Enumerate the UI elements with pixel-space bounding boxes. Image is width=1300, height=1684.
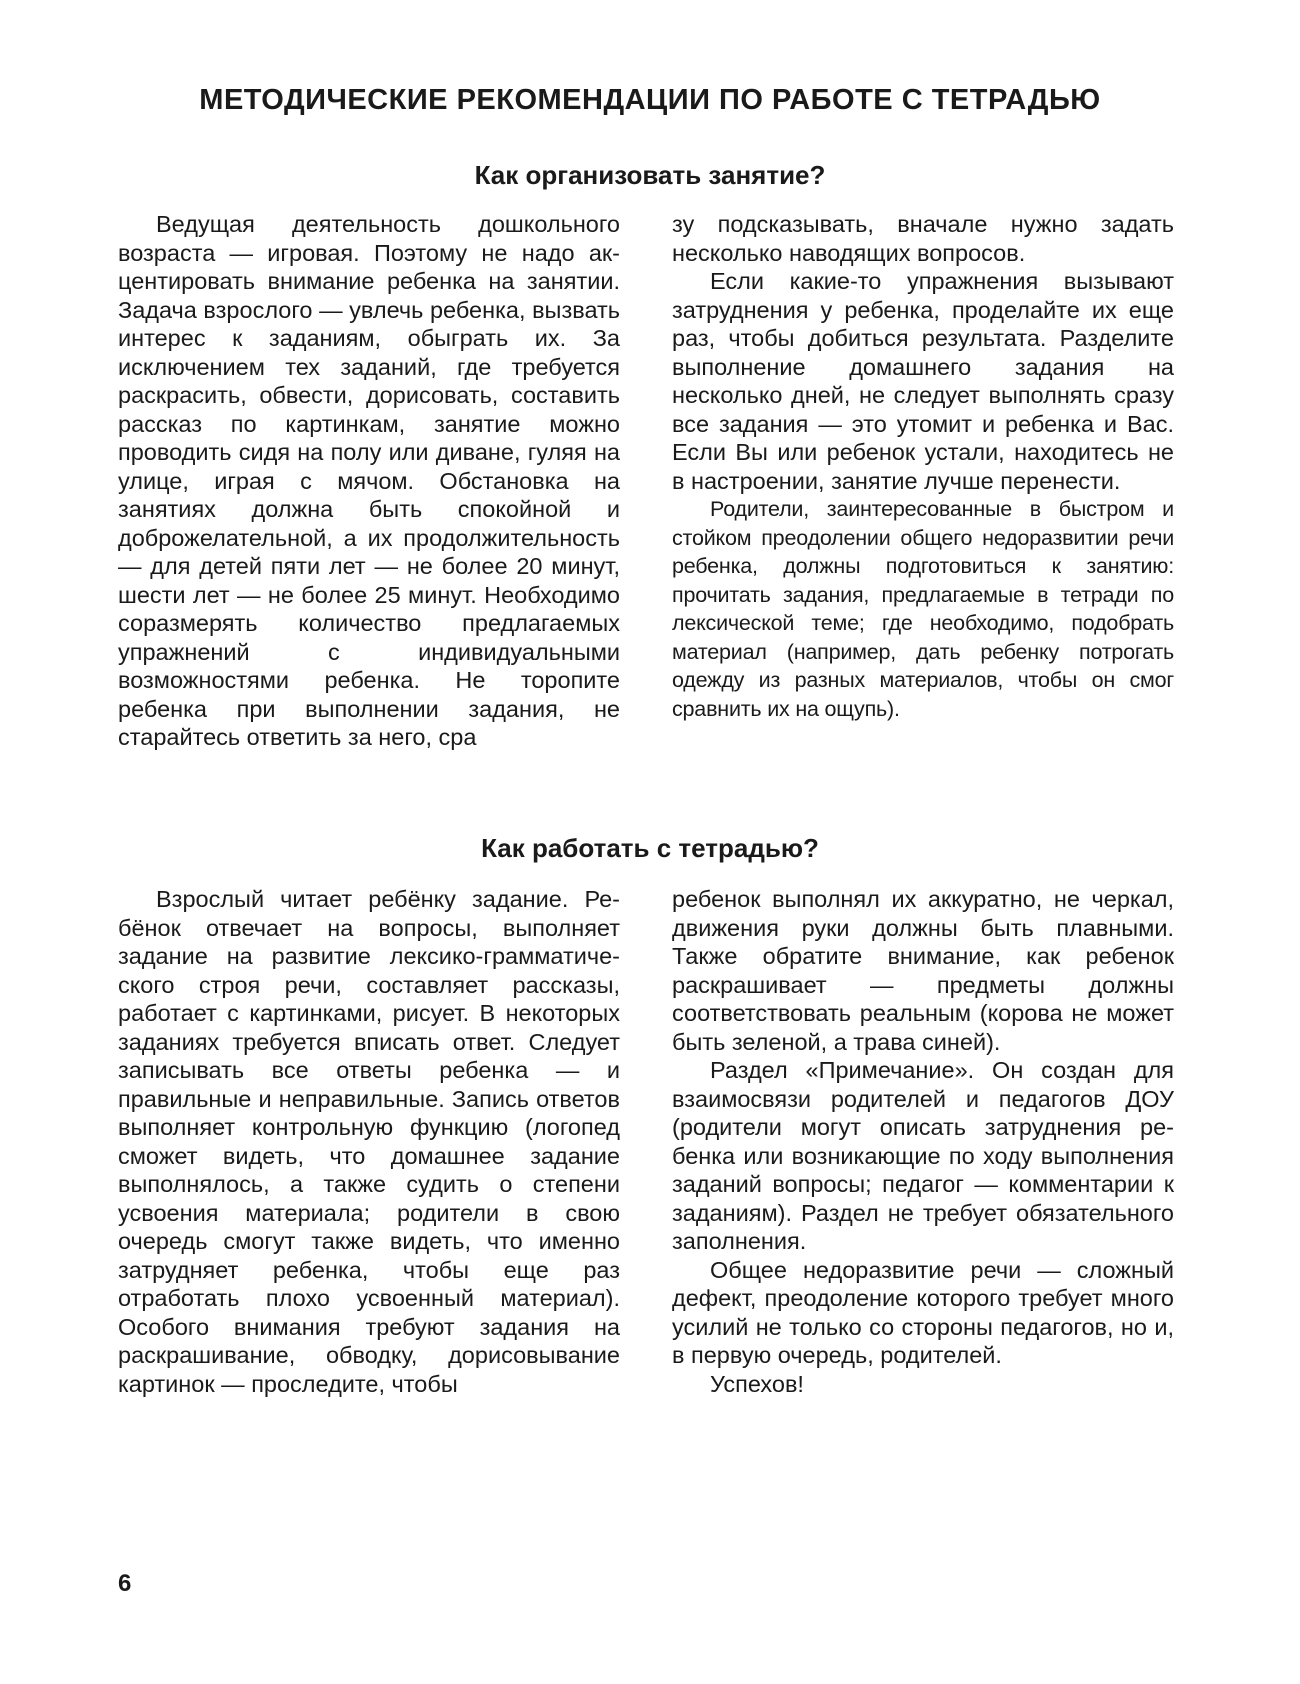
section2-right-paragraph: ребенок выполнял их аккуратно, не черкал, движения руки должны быть плавными. Также обратите внимание, как ребенок раскрашивает — предметы должны соответствовать реальным (корова не может быть зеленой, а трава синей). xyxy=(672,886,1174,1055)
section2-right-column xyxy=(672,885,1174,1398)
section1-left-column xyxy=(118,210,620,752)
section1-left-paragraph: Ведущая деятельность дошкольного возраста — игровая. Поэтому не надо акцентировать внимание ребенка на занятии. Задача взрослого — увлечь ребенка, вызвать интерес к заданиям, обыграть их. За исключением тех заданий, где требуется раскрасить, обвести, дорисовать, составить рассказ по картинкам, занятие можно проводить сидя на полу или диване, гуляя на улице, играя с мячом. Обстановка на занятиях должна быть спокойной и доброжелательной, а их продолжительность — для детей пяти лет — не более 20 минут, шести лет — не более 25 минут. Необходимо соразмерять количество предлагаемых упражнений с индивидуальными возможностями ребенка. Не торопите ребенка при выполнении задания, не старайтесь ответить за него, сра xyxy=(118,211,620,750)
section2-left-column xyxy=(118,885,620,1398)
section2-right-paragraph: Успехов! xyxy=(710,1370,804,1397)
section2-left-paragraph: Взрослый читает ребёнку задание. Ребёнок отвечает на вопросы, выполняет задание на развитие лексико-грамматического строя речи, составляет рассказы, работает с картинками, рисует. В некоторых заданиях требуется вписать ответ. Следует записывать все ответы ребенка — и правильные и неправильные. Запись ответов выполняет контрольную функцию (логопед сможет видеть, что домашнее задание выполнялось, а также судить о степени усвоения материала; родители в свою очередь смогут также видеть, что именно затрудняет ребенка, чтобы еще раз отработать плохо усвоенный материал). Особого внимания требуют задания на раскрашивание, обводку, дорисовывание картинок — проследите, чтобы xyxy=(118,886,620,1397)
section1-right-paragraph: зу подсказывать, вначале нужно задать несколько наводящих вопросов. xyxy=(672,211,1174,266)
section1-right-paragraph: Родители, заинтересованные в быстром и стойком преодолении общего недоразвитии речи ребенка, должны подготовиться к занятию: прочитать задания, предлагаемые в тетради по лексической теме; где необходимо, подобрать материал (например, дать ребенку потрогать одежду из разных материалов, чтобы он смог сравнить их на ощупь). xyxy=(672,497,1174,721)
section1-right-paragraph: Если какие-то упражнения вызывают затруднения у ребенка, проделайте их еще раз, чтобы добиться результата. Разделите выполнение домашнего задания на несколько дней, не следует выполнять сразу все задания — это утомит и ребенка и Вас. Если Вы или ребенок устали, находитесь не в настроении, занятие лучше перенести. xyxy=(672,268,1174,494)
section2-right-paragraph: Раздел «Примечание». Он создан для взаимосвязи родителей и педагогов ДОУ (родители могут описать затруднения ребенка или возникающие по ходу выполнения заданий вопросы; педагог — комментарии к заданиям). Раздел не требует обязательного заполнения. xyxy=(672,1057,1174,1254)
section-heading-workbook: Как работать с тетрадью? xyxy=(481,833,819,863)
page-number: 6 xyxy=(118,1570,132,1597)
page-title: МЕТОДИЧЕСКИЕ РЕКОМЕНДАЦИИ ПО РАБОТЕ С ТЕТРАДЬЮ xyxy=(199,84,1101,116)
section2-right-paragraph: Общее недоразвитие речи — сложный дефект, преодоление которого требует много усилий не только со стороны педагогов, но и, в первую очередь, родителей. xyxy=(672,1256,1174,1368)
section-heading-organize: Как организовать занятие? xyxy=(474,160,826,190)
section1-right-column xyxy=(672,210,1174,723)
